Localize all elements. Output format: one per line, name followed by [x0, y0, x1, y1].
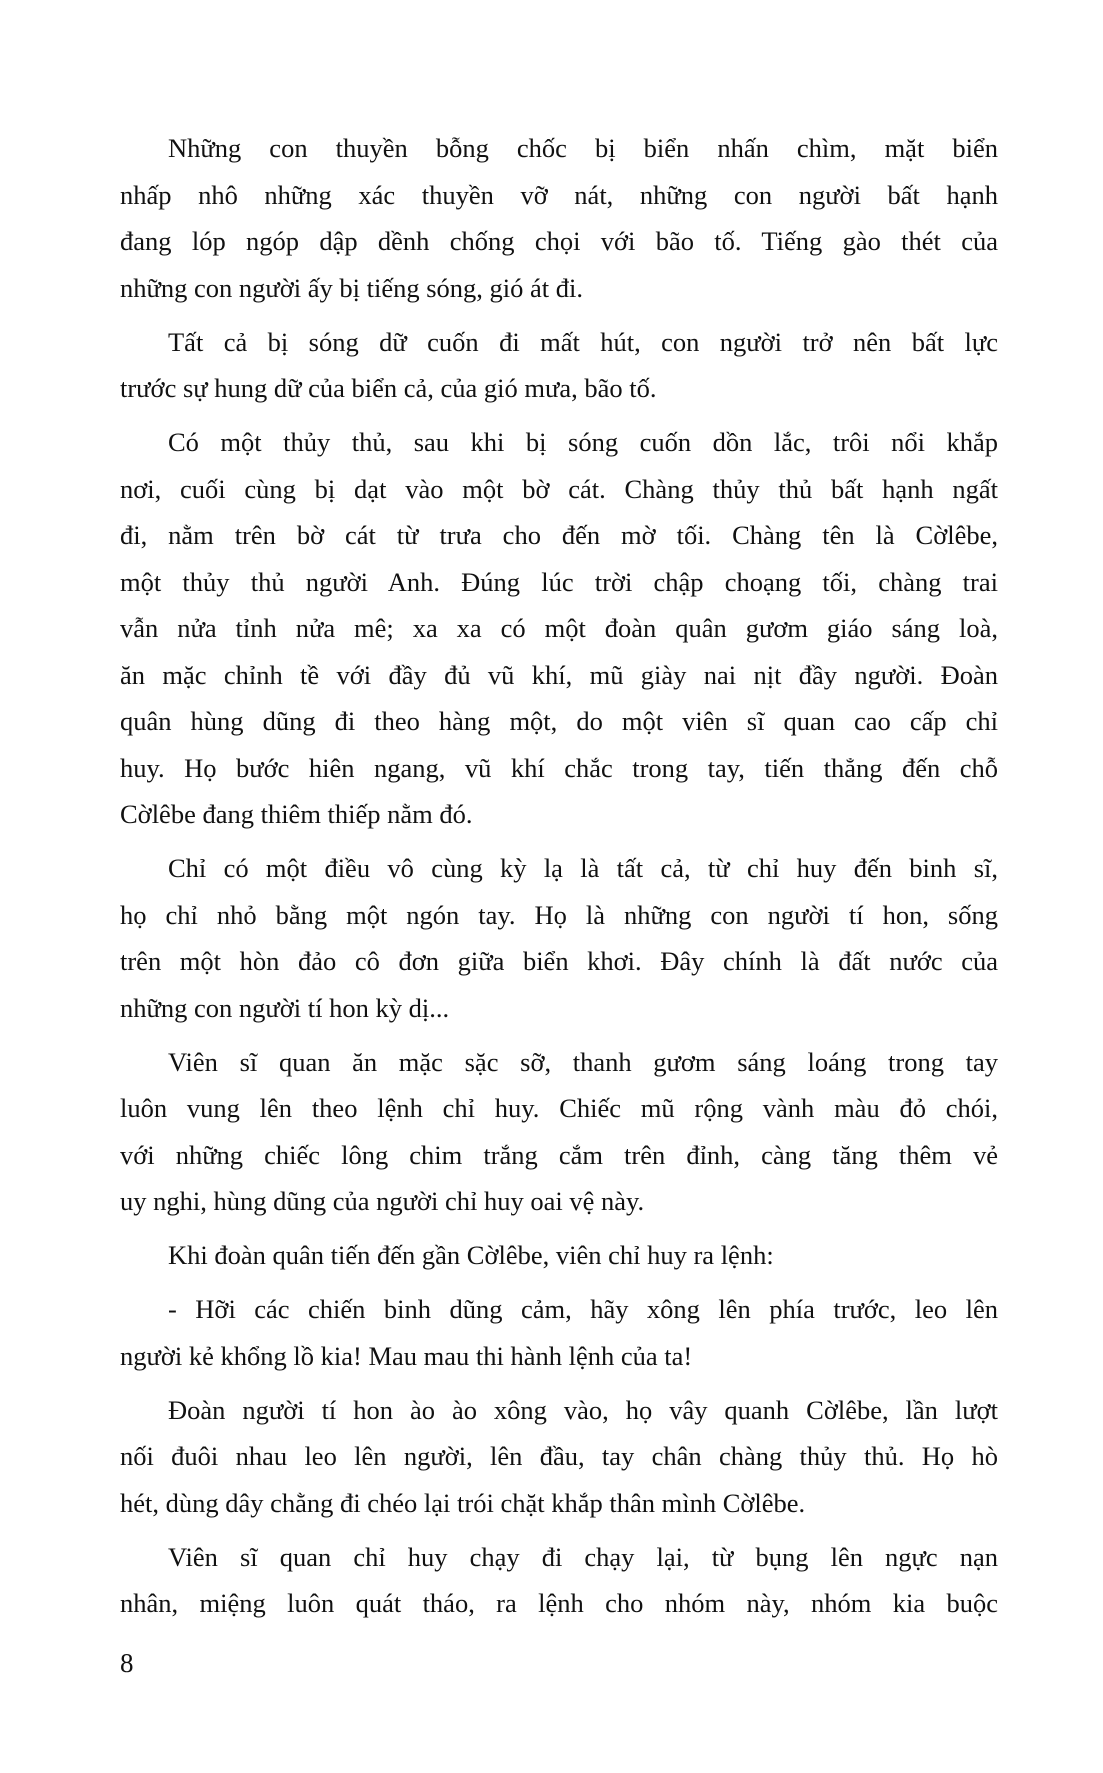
text-line: những con người tí hon kỳ dị...	[120, 992, 450, 1023]
text-line: trước sự hung dữ của biển cả, của gió mưa, bão tố.	[120, 373, 657, 403]
paragraph	[120, 1534, 998, 1627]
text-line: trên một hòn đảo cô đơn giữa biển khơi. Đây chính là đất nước của	[120, 946, 998, 976]
text-line: Viên sĩ quan ăn mặc sặc sỡ, thanh gươm sáng loáng trong tay	[168, 1046, 998, 1077]
text-line: - Hỡi các chiến binh dũng cảm, hãy xông lên phía trước, leo lên	[168, 1294, 998, 1324]
text-line: Viên sĩ quan chỉ huy chạy đi chạy lại, từ bụng lên ngực nạn	[168, 1541, 998, 1572]
text-line: Cờlêbe đang thiêm thiếp nằm đó.	[120, 799, 473, 829]
text-line: Khi đoàn quân tiến đến gần Cờlêbe, viên chỉ huy ra lệnh:	[168, 1240, 774, 1270]
text-line: Đoàn người tí hon ào ào xông vào, họ vây quanh Cờlêbe, lần lượt	[168, 1394, 998, 1425]
paragraph	[120, 1387, 998, 1527]
paragraph	[120, 1286, 998, 1379]
text-line: một thủy thủ người Anh. Đúng lúc trời chập choạng tối, chàng trai	[120, 566, 998, 597]
text-line: nối đuôi nhau leo lên người, lên đầu, tay chân chàng thủy thủ. Họ hò	[120, 1441, 998, 1471]
text-line: quân hùng dũng đi theo hàng một, do một viên sĩ quan cao cấp chỉ	[120, 706, 998, 736]
text-line: với những chiếc lông chim trắng cắm trên đỉnh, càng tăng thêm vẻ	[120, 1139, 998, 1170]
paragraph	[120, 319, 998, 412]
text-line: Chỉ có một điều vô cùng kỳ lạ là tất cả, từ chỉ huy đến binh sĩ,	[168, 853, 998, 883]
paragraph	[120, 1232, 998, 1279]
paragraph	[120, 1039, 998, 1225]
text-line: Có một thủy thủ, sau khi bị sóng cuốn dồn lắc, trôi nổi khắp	[168, 427, 998, 457]
paragraph	[120, 125, 998, 311]
page-number: 8	[120, 1648, 134, 1678]
text-line: nhấp nhô những xác thuyền vỡ nát, những con người bất hạnh	[120, 179, 998, 210]
body-text	[120, 125, 998, 1634]
text-line: những con người ấy bị tiếng sóng, gió át đi.	[120, 272, 584, 303]
text-line: ăn mặc chỉnh tề với đầy đủ vũ khí, mũ giày nai nịt đầy người. Đoàn	[120, 659, 998, 690]
text-line: uy nghi, hùng dũng của người chỉ huy oai vệ này.	[120, 1186, 645, 1216]
text-line: vẫn nửa tỉnh nửa mê; xa xa có một đoàn quân gươm giáo sáng loà,	[120, 613, 998, 643]
text-line: đi, nằm trên bờ cát từ trưa cho đến mờ tối. Chàng tên là Cờlêbe,	[120, 520, 998, 550]
text-line: luôn vung lên theo lệnh chỉ huy. Chiếc mũ rộng vành màu đỏ chói,	[120, 1093, 998, 1123]
text-line: nơi, cuối cùng bị dạt vào một bờ cát. Chàng thủy thủ bất hạnh ngất	[120, 473, 998, 504]
paragraph	[120, 845, 998, 1031]
text-line: người kẻ khổng lồ kia! Mau mau thi hành lệnh của ta!	[120, 1340, 693, 1371]
text-line: Tất cả bị sóng dữ cuốn đi mất hút, con người trở nên bất lực	[168, 326, 998, 357]
paragraph	[120, 419, 998, 838]
text-line: nhân, miệng luôn quát tháo, ra lệnh cho nhóm này, nhóm kia buộc	[120, 1588, 998, 1618]
text-line: hét, dùng dây chằng đi chéo lại trói chặt khắp thân mình Cờlêbe.	[120, 1487, 806, 1518]
text-line: họ chỉ nhỏ bằng một ngón tay. Họ là những con người tí hon, sống	[120, 899, 998, 930]
text-line: huy. Họ bước hiên ngang, vũ khí chắc trong tay, tiến thẳng đến chỗ	[120, 752, 998, 783]
text-line: đang lóp ngóp dập dềnh chống chọi với bão tố. Tiếng gào thét của	[120, 226, 998, 256]
text-line: Những con thuyền bỗng chốc bị biển nhấn chìm, mặt biển	[168, 133, 998, 163]
